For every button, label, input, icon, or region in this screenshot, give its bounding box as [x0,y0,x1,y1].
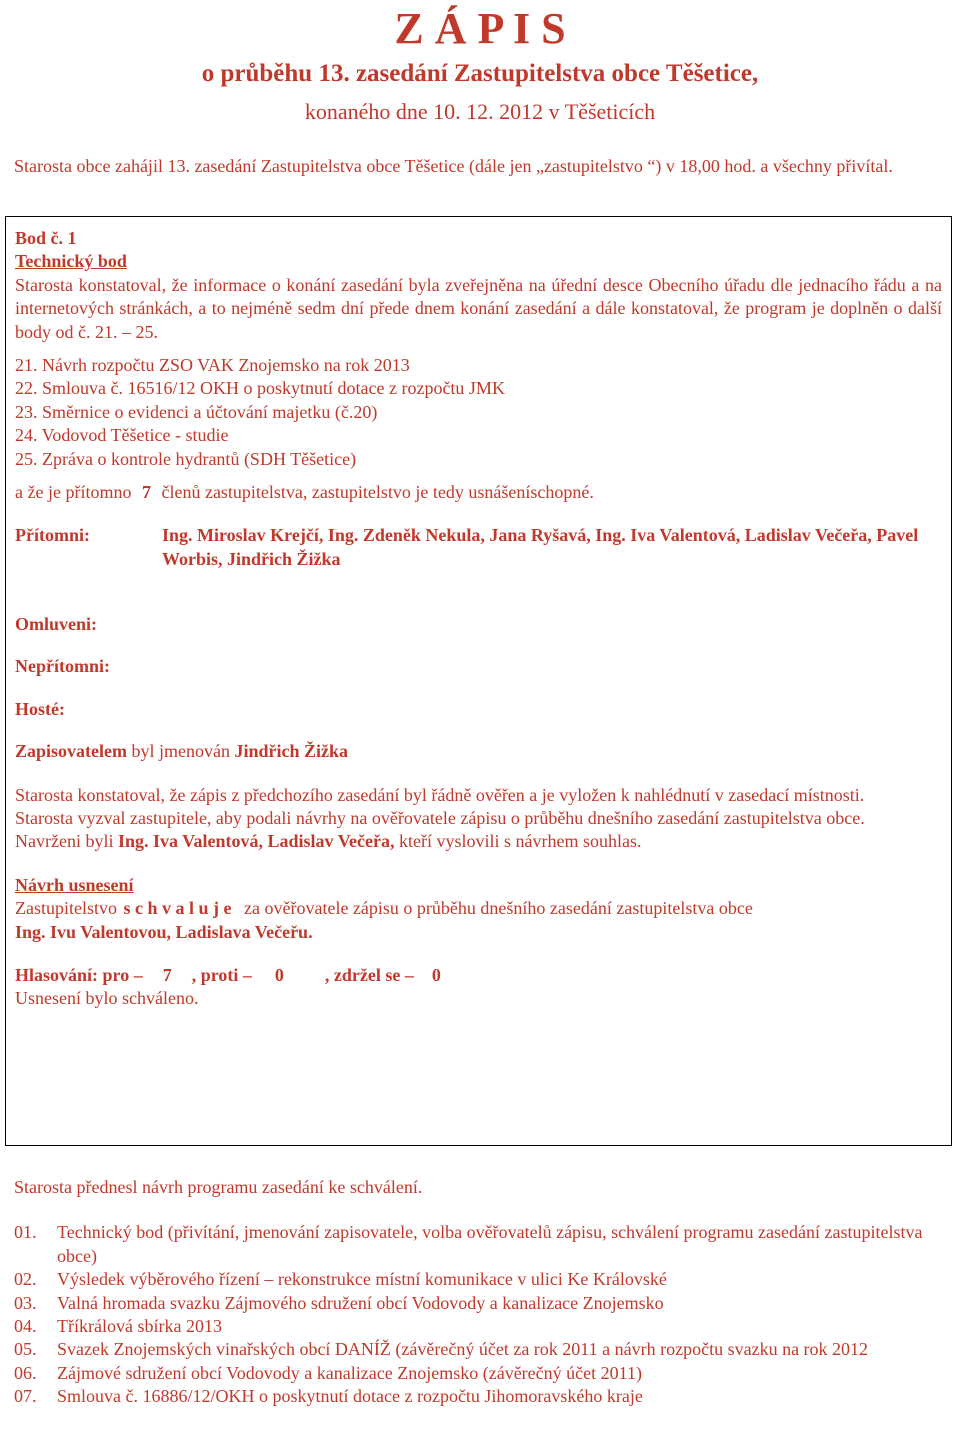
added-items-list [15,354,942,471]
quorum-post: členů zastupitelstva, zastupitelstvo je tedy usnášeníschopné. [161,481,594,502]
resolution-post: za ověřovatele zápisu o průběhu dnešního zasedání zastupitelstva obce [244,898,753,919]
list-item: 24. Vodovod Těšetice - studie [15,425,229,446]
list-item [14,1362,946,1385]
bod1-heading: Bod č. 1 [15,228,77,248]
quorum-line [15,481,942,504]
item-number: 04. [14,1315,37,1336]
vote-line [15,964,942,987]
list-item [14,1315,946,1338]
item-number: 07. [14,1386,37,1407]
list-item: 22. Smlouva č. 16516/12 OKH o poskytnutí dotace z rozpočtu JMK [15,378,505,399]
list-item [14,1338,946,1361]
list-item: 23. Směrnice o evidenci a účtování majetku (č.20) [15,401,378,422]
vote-against-label: , proti – [191,964,252,985]
verifier-call-paragraph: Starosta vyzval zastupitele, aby podali návrhy na ověřovatele zápisu o průběhu dnešního zasedání zastupitelstva obce. [15,808,865,829]
excused-label: Omluveni: [15,614,98,635]
resolution-heading: Návrh usnesení [15,874,134,895]
present-row [15,524,942,571]
list-item [14,1221,946,1268]
bod1-subheading: Technický bod [15,251,127,272]
nomination-pre: Navrženi byli [15,831,114,852]
bod1-text: Starosta konstatoval, že informace o konání zasedání byla zveřejněna na úřední desce Obecního úřadu dle jednacího řádu a na internetových stránkách, a to nejméně sedm dní přede dnem konání zasedání a dále konstatoval, že program je doplněn o další body od č. 21. – 25. [15,274,942,342]
item-text: Svazek Znojemských vinařských obcí DANÍŽ (závěrečný účet za rok 2011 a návrh rozpočtu svazku na rok 2012 [57,1339,869,1360]
resolution-pre: Zastupitelstvo [15,898,117,919]
present-names: Ing. Miroslav Krejčí, Ing. Zdeněk Nekula, Jana Ryšavá, Ing. Iva Valentová, Ladislav Večeřa, Pavel Worbis, Jindřich Žižka [162,525,919,569]
quorum-count: 7 [141,481,151,502]
item-text: Technický bod (přivítání, jmenování zapisovatele, volba ověřovatelů zápisu, schválení programu zasedání zastupitelstva obce) [57,1222,923,1266]
intro-paragraph: Starosta obce zahájil 13. zasedání Zastupitelstva obce Těšetice (dále jen „zastupitelstvo “) v 18,00 hod. a všechny přivítal. [14,156,893,176]
item-text: Valná hromada svazku Zájmového sdružení obcí Vodovody a kanalizace Znojemsko [57,1292,664,1313]
item-text: Výsledek výběrového řízení – rekonstrukce místní komunikace v ulici Ke Královské [57,1269,667,1290]
vote-against: 0 [274,964,284,985]
quorum-pre: a že je přítomno [15,481,132,502]
resolution-names: Ing. Ivu Valentovou, Ladislava Večeřu. [15,921,313,942]
item-number: 03. [14,1292,37,1313]
item-number: 02. [14,1269,37,1290]
vote-for: 7 [162,964,172,985]
document-subtitle: o průběhu 13. zasedání Zastupitelstva obce Těšetice, [201,60,759,87]
list-item [14,1385,946,1408]
vote-abstain: 0 [431,964,441,985]
resolution-text [15,897,942,920]
list-item [14,1268,946,1291]
recorder-line [15,740,942,763]
vote-abstain-label: , zdržel se – [324,964,414,985]
meeting-date-line: konaného dne 10. 12. 2012 v Těšeticích [304,99,656,124]
absent-label: Nepřítomni: [15,656,110,677]
item-number: 01. [14,1222,37,1243]
guests-label: Hosté: [15,698,65,719]
nomination-names: Ing. Iva Valentová, Ladislav Večeřa, [117,831,395,852]
nomination-paragraph [15,830,942,853]
recorder-mid: byl jmenován [131,741,230,762]
item-text: Smlouva č. 16886/12/OKH o poskytnutí dotace z rozpočtu Jihomoravského kraje [57,1386,643,1407]
program-intro: Starosta přednesl návrh programu zasedání ke schválení. [14,1177,423,1197]
recorder-label: Zapisovatelem [15,741,127,762]
item-number: 06. [14,1362,37,1383]
present-label: Přítomni: [15,525,90,546]
list-item [14,1292,946,1315]
vote-label: Hlasování: pro – [15,964,143,985]
item-text: Tříkrálová sbírka 2013 [57,1315,222,1336]
item-text: Zájmové sdružení obcí Vodovody a kanalizace Znojemsko (závěrečný účet 2011) [57,1362,642,1383]
list-item: 21. Návrh rozpočtu ZSO VAK Znojemsko na rok 2013 [15,354,410,375]
item-number: 05. [14,1339,37,1360]
nomination-post: kteří vyslovili s návrhem souhlas. [399,831,642,852]
document-title: Z Á P I S [394,4,566,53]
program-list [14,1221,946,1408]
recorder-name: Jindřich Žižka [234,741,349,762]
program-section [14,1176,946,1409]
bod1-box [5,216,952,1146]
list-item: 25. Zpráva o kontrole hydrantů (SDH Těšetice) [15,448,357,469]
resolution-verb: s c h v a l u j e [123,898,232,919]
previous-minutes-paragraph: Starosta konstatoval, že zápis z předchozího zasedání byl řádně ověřen a je vyložen k nahlédnutí v zasedací místnosti. [15,784,865,805]
vote-result: Usnesení bylo schváleno. [15,988,199,1009]
